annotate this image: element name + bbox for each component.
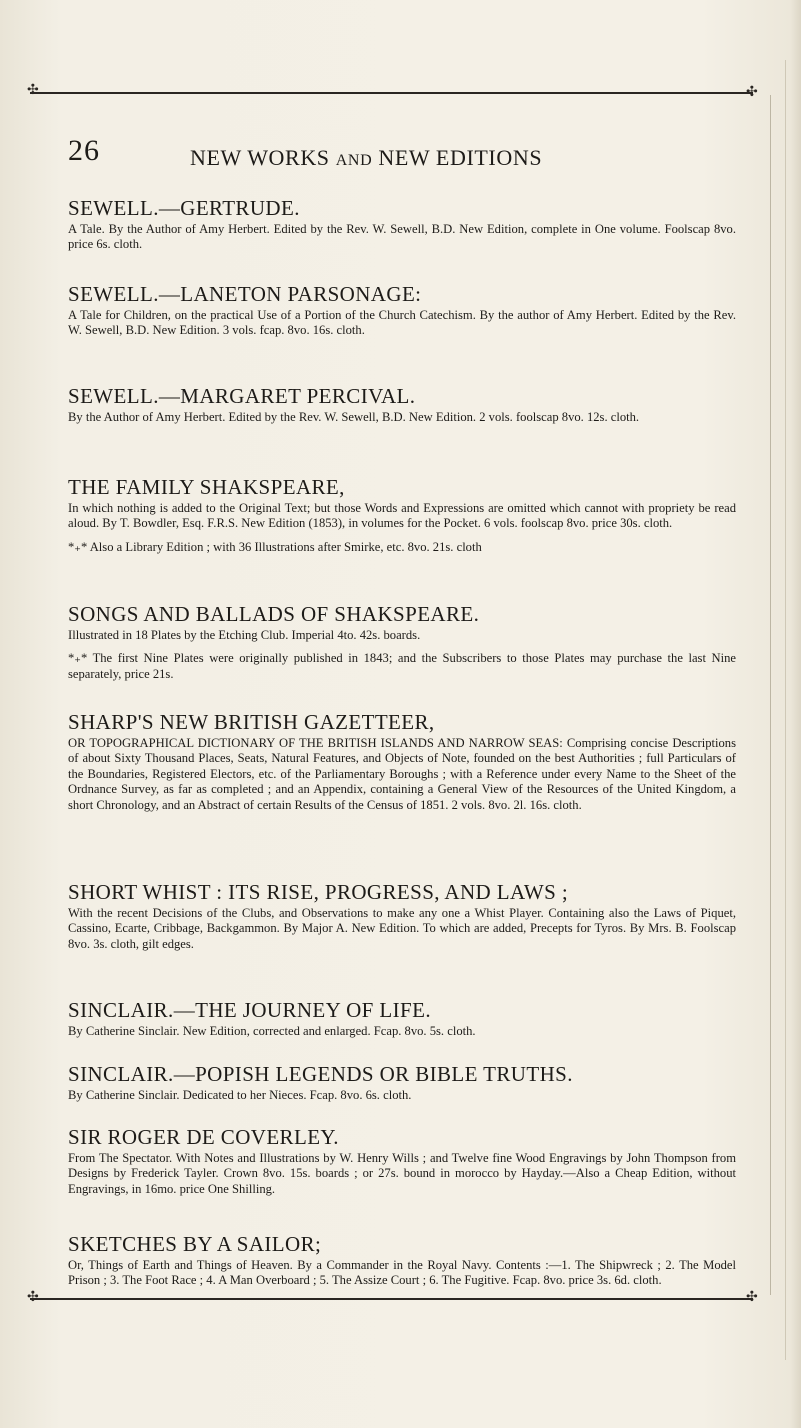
entry-note: *₊* Also a Library Edition ; with 36 Illustrations after Smirke, etc. 8vo. 21s. cloth xyxy=(68,539,482,554)
entry-family-shakspeare xyxy=(68,476,736,555)
entry-sinclair-popish-legends xyxy=(68,1063,736,1103)
running-head-part2: NEW EDITIONS xyxy=(378,145,543,170)
ornament-top-left: ✣ xyxy=(27,82,39,98)
entry-sketches-by-a-sailor xyxy=(68,1233,736,1289)
entry-description: In which nothing is added to the Original Text; but those Words and Expressions are omitted which cannot with propriety be read aloud. By T. Bowdler, Esq. F.R.S. New Edition (1853), in volumes for the Pocket. 6 vols. foolscap 8vo. price 30s. cloth. xyxy=(68,501,736,531)
bottom-rule xyxy=(30,1298,753,1300)
running-head-and: AND xyxy=(335,152,373,169)
entry-title: SINCLAIR.—THE JOURNEY OF LIFE. xyxy=(68,998,431,1022)
entry-note: *₊* The first Nine Plates were originally published in 1843; and the Subscribers to those Plates may purchase the last Nine separately, price 21s. xyxy=(68,651,736,681)
entry-title: SKETCHES BY A SAILOR; xyxy=(68,1232,322,1256)
ornament-bottom-right: ✣ xyxy=(746,1289,758,1305)
entry-description: OR TOPOGRAPHICAL DICTIONARY OF THE BRITISH ISLANDS AND NARROW SEAS: Comprising concise Descriptions of about Sixty Thousand Places, Seats, Natural Features, and Objects of Note, founded on the best Authorities ; full Particulars of the Boundaries, Registered Electors, etc. of the Parliamentary Boroughs ; with a Reference under every Name to the Sheet of the Ordnance Survey, as far as completed ; and an Appendix, containing a General View of the Resources of the United Kingdom, a short Chronology, and an Abstract of certain Results of the Census of 1851. 2 vols. 8vo. 2l. 16s. cloth. xyxy=(68,736,736,812)
entry-title: SINCLAIR.—POPISH LEGENDS OR BIBLE TRUTHS. xyxy=(68,1062,573,1086)
entry-title: SEWELL.—LANETON PARSONAGE: xyxy=(68,282,422,306)
page-number: 26 xyxy=(68,134,100,167)
running-head-part1: NEW WORKS xyxy=(190,145,330,170)
margin-line xyxy=(770,95,771,1295)
entry-description: Or, Things of Earth and Things of Heaven. By a Commander in the Royal Navy. Contents :—1. The Shipwreck ; 2. The Model Prison ; 3. The Foot Race ; 4. A Man Overboard ; 5. The Assize Court ; 6. The Fugitive. Fcap. 8vo. price 3s. 6d. cloth. xyxy=(68,1258,736,1288)
entry-sewell-margaret-percival xyxy=(68,385,736,425)
entry-description: With the recent Decisions of the Clubs, and Observations to make any one a Whist Player. Containing also the Laws of Piquet, Cassino, Ecarte, Cribbage, Backgammon. By Major A. New Edition. To which are added, Precepts for Tyros. By Mrs. B. Foolscap 8vo. 3s. cloth, gilt edges. xyxy=(68,906,736,951)
entry-title: SHARP'S NEW BRITISH GAZETTEER, xyxy=(68,710,435,734)
entry-short-whist xyxy=(68,881,736,952)
entry-songs-and-ballads xyxy=(68,603,736,682)
running-head xyxy=(190,145,542,171)
entry-sinclair-journey-of-life xyxy=(68,999,736,1039)
page-edge-line xyxy=(785,60,786,1360)
entry-title: SIR ROGER DE COVERLEY. xyxy=(68,1125,339,1149)
entry-title: SONGS AND BALLADS OF SHAKSPEARE. xyxy=(68,602,480,626)
entry-description: By Catherine Sinclair. New Edition, corrected and enlarged. Fcap. 8vo. 5s. cloth. xyxy=(68,1024,476,1038)
entry-description: Illustrated in 18 Plates by the Etching Club. Imperial 4to. 42s. boards. xyxy=(68,628,421,642)
entry-title: THE FAMILY SHAKSPEARE, xyxy=(68,475,345,499)
entry-description: A Tale. By the Author of Amy Herbert. Edited by the Rev. W. Sewell, B.D. New Edition, complete in One volume. Foolscap 8vo. price 6s. cloth. xyxy=(68,222,736,252)
entry-sharps-gazetteer xyxy=(68,711,736,813)
entry-description: A Tale for Children, on the practical Use of a Portion of the Church Catechism. By the author of Amy Herbert. Edited by the Rev. W. Sewell, B.D. New Edition. 3 vols. fcap. 8vo. 16s. cloth. xyxy=(68,308,736,338)
entry-title: SEWELL.—MARGARET PERCIVAL. xyxy=(68,384,416,408)
entry-description: By the Author of Amy Herbert. Edited by the Rev. W. Sewell, B.D. New Edition. 2 vols. foolscap 8vo. 12s. cloth. xyxy=(68,410,640,424)
entry-sir-roger-de-coverley xyxy=(68,1126,736,1197)
entry-sewell-gertrude xyxy=(68,197,736,253)
ornament-bottom-left: ✣ xyxy=(27,1289,39,1305)
entry-title: SEWELL.—GERTRUDE. xyxy=(68,196,300,220)
top-rule xyxy=(30,92,753,94)
entry-sewell-laneton-parsonage xyxy=(68,283,736,339)
ornament-top-right: ✣ xyxy=(746,84,758,100)
entry-description: From The Spectator. With Notes and Illustrations by W. Henry Wills ; and Twelve fine Wood Engravings by John Thompson from Designs by Frederick Tayler. Crown 8vo. 15s. boards ; or 27s. bound in morocco by Hayday.—Also a Cheap Edition, without Engravings, in 16mo. price One Shilling. xyxy=(68,1151,736,1196)
entry-title: SHORT WHIST : ITS RISE, PROGRESS, AND LAWS ; xyxy=(68,880,569,904)
entry-description: By Catherine Sinclair. Dedicated to her Nieces. Fcap. 8vo. 6s. cloth. xyxy=(68,1088,412,1102)
